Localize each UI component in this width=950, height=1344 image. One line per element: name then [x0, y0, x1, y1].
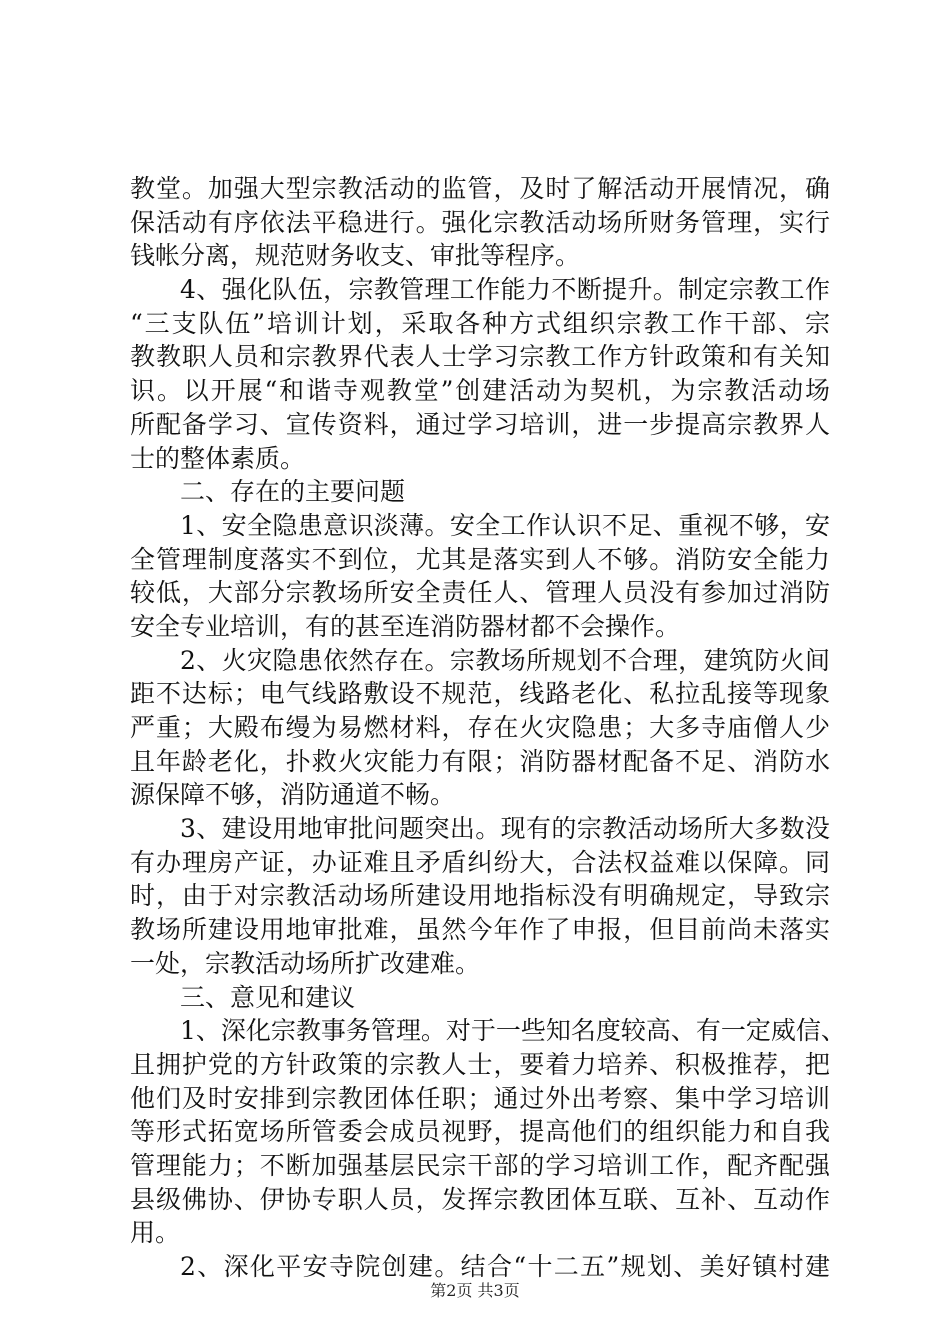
text-line: 时，由于对宗教活动场所建设用地指标没有明确规定，导致宗 [130, 881, 830, 911]
text-line: 等形式拓宽场所管委会成员视野，提高他们的组织能力和自我 [130, 1117, 830, 1147]
text-line: 二、存在的主要问题 [180, 477, 406, 507]
text-line: 3、建设用地审批问题突出。现有的宗教活动场所大多数没 [180, 814, 830, 844]
text-line: 用。 [130, 1218, 181, 1248]
text-line: “三支队伍”培训计划，采取各种方式组织宗教工作干部、宗 [130, 308, 830, 338]
text-line: 1、安全隐患意识淡薄。安全工作认识不足、重视不够，安 [180, 510, 830, 540]
text-line: 2、深化平安寺院创建。结合“十二五”规划、美好镇村建 [180, 1252, 830, 1281]
text-line: 安全专业培训，有的甚至连消防器材都不会操作。 [130, 611, 681, 641]
text-line: 一处，宗教活动场所扩改建难。 [130, 948, 481, 978]
text-line: 全管理制度落实不到位，尤其是落实到人不够。消防安全能力 [130, 544, 830, 574]
text-line: 所配备学习、宣传资料，通过学习培训，进一步提高宗教界人 [130, 409, 830, 439]
text-line: 严重；大殿布缦为易燃材料，存在火灾隐患；大多寺庙僧人少 [130, 713, 830, 742]
text-line: 4、强化队伍，宗教管理工作能力不断提升。制定宗教工作 [180, 275, 830, 305]
page-footer: 第2页 共3页 [430, 1281, 520, 1300]
text-line: 且年龄老化，扑救火灾能力有限；消防器材配备不足、消防水 [130, 746, 830, 776]
text-line: 士的整体素质。 [130, 443, 306, 473]
text-line: 教场所建设用地审批难，虽然今年作了申报，但目前尚未落实 [130, 915, 830, 945]
text-line: 较低，大部分宗教场所安全责任人、管理人员没有参加过消防 [130, 578, 830, 608]
text-line: 管理能力；不断加强基层民宗干部的学习培训工作，配齐配强 [130, 1150, 830, 1180]
text-line: 1、深化宗教事务管理。对于一些知名度较高、有一定威信、 [180, 1016, 846, 1046]
text-line: 且拥护党的方针政策的宗教人士，要着力培养、积极推荐，把 [130, 1049, 830, 1079]
text-line: 钱帐分离，规范财务收支、审批等程序。 [130, 241, 581, 271]
text-line: 距不达标；电气线路敷设不规范，线路老化、私拉乱接等现象 [130, 679, 830, 709]
text-line: 三、意见和建议 [180, 982, 356, 1012]
text-line: 源保障不够，消防通道不畅。 [130, 780, 456, 810]
text-line: 有办理房产证，办证难且矛盾纠纷大，合法权益难以保障。同 [130, 847, 830, 877]
text-line: 他们及时安排到宗教团体任职；通过外出考察、集中学习培训 [130, 1083, 830, 1113]
document-body [130, 172, 846, 1284]
text-line: 2、火灾隐患依然存在。宗教场所规划不合理，建筑防火间 [180, 645, 830, 675]
text-line: 教堂。加强大型宗教活动的监管，及时了解活动开展情况，确 [130, 174, 830, 203]
text-line: 保活动有序依法平稳进行。强化宗教活动场所财务管理，实行 [130, 207, 830, 237]
text-line: 识。以开展“和谐寺观教堂”创建活动为契机，为宗教活动场 [130, 376, 830, 406]
text-line: 教教职人员和宗教界代表人士学习宗教工作方针政策和有关知 [130, 342, 830, 372]
text-line: 县级佛协、伊协专职人员，发挥宗教团体互联、互补、互动作 [130, 1184, 830, 1214]
